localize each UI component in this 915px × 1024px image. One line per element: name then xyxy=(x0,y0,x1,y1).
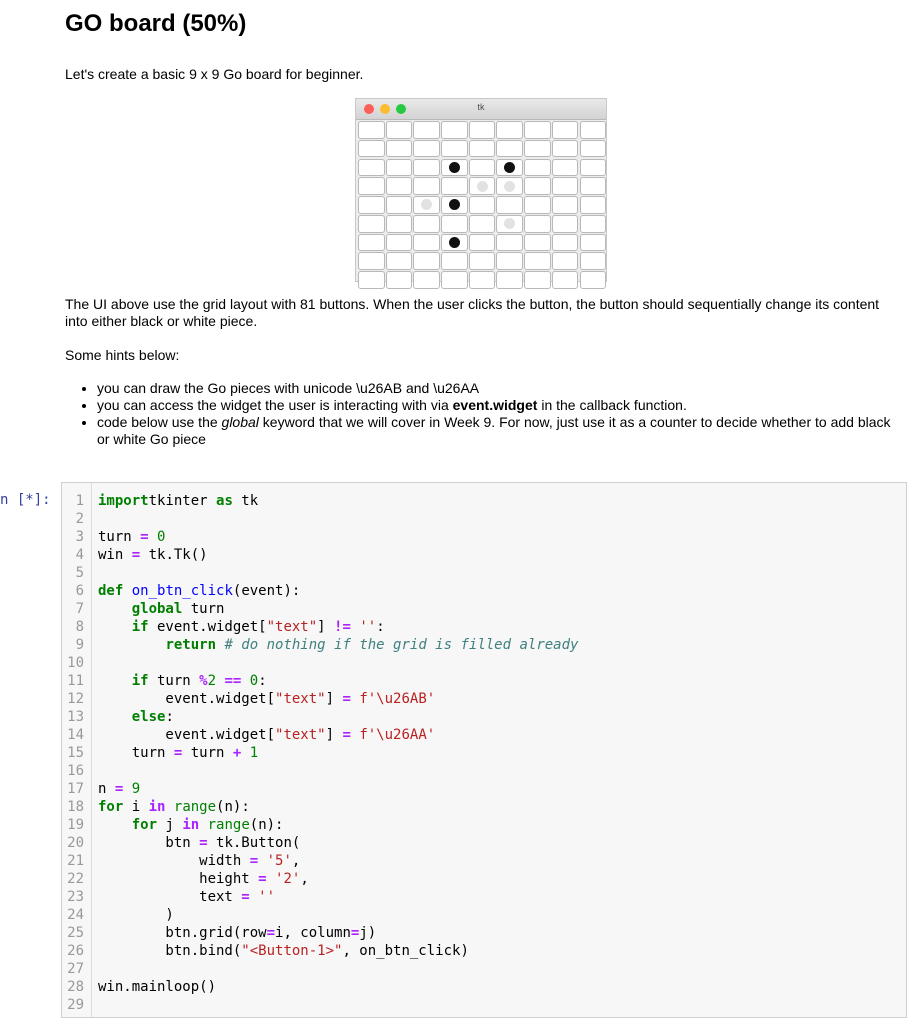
line-number: 20 xyxy=(67,835,84,851)
line-number: 28 xyxy=(67,979,84,995)
line-number: 5 xyxy=(75,565,84,581)
code-line xyxy=(62,924,906,942)
line-number: 21 xyxy=(67,853,84,869)
tk-window-title: tk xyxy=(477,102,485,112)
code-line xyxy=(62,960,906,978)
intro-text: Let's create a basic 9 x 9 Go board for beginner. xyxy=(65,66,364,82)
board-cell-button xyxy=(386,234,413,252)
board-cell-button xyxy=(469,252,496,270)
line-number: 3 xyxy=(75,529,84,545)
board-cell-button xyxy=(496,215,523,233)
board-cell-button xyxy=(580,177,607,195)
board-cell-button xyxy=(441,215,468,233)
white-stone-icon xyxy=(477,181,488,192)
code-text: win = tk.Tk() xyxy=(98,547,208,563)
board-cell-button xyxy=(496,159,523,177)
board-cell-button xyxy=(386,271,413,289)
line-number: 24 xyxy=(67,907,84,923)
board-cell-button xyxy=(413,234,440,252)
description-text: The UI above use the grid layout with 81 buttons. When the user clicks the button, the button should sequentially change its content into either black or white piece. xyxy=(65,296,880,329)
board-cell-button xyxy=(386,252,413,270)
code-line xyxy=(62,978,906,996)
board-cell-button xyxy=(496,177,523,195)
board-cell-button xyxy=(496,140,523,158)
code-line xyxy=(62,492,906,510)
code-line xyxy=(62,906,906,924)
code-line xyxy=(62,654,906,672)
board-cell-button xyxy=(524,177,551,195)
list-item: • you can access the widget the user is interacting with via event.widget in the callback function. xyxy=(97,397,897,414)
board-cell-button xyxy=(469,159,496,177)
board-cell-button xyxy=(441,140,468,158)
line-number: 4 xyxy=(75,547,84,563)
code-line xyxy=(62,942,906,960)
hints-list xyxy=(65,380,897,448)
board-cell-button xyxy=(441,121,468,139)
code-text: ) xyxy=(98,907,174,923)
code-line xyxy=(62,762,906,780)
code-line xyxy=(62,672,906,690)
board-cell-button xyxy=(441,271,468,289)
board-cell-button xyxy=(413,159,440,177)
code-text: btn.bind("<Button-1>", on_btn_click) xyxy=(98,943,469,959)
board-cell-button xyxy=(413,215,440,233)
line-number: 2 xyxy=(75,511,84,527)
line-number: 14 xyxy=(67,727,84,743)
board-cell-button xyxy=(580,252,607,270)
code-line xyxy=(62,996,906,1014)
board-cell-button xyxy=(580,159,607,177)
board-cell-button xyxy=(580,234,607,252)
code-line xyxy=(62,708,906,726)
board-cell-button xyxy=(469,196,496,214)
code-cell[interactable] xyxy=(61,482,907,1018)
list-item: • code below use the global keyword that we will cover in Week 9. For now, just use it as a counter to decide whether to add black or white Go piece xyxy=(97,414,897,448)
code-text: win.mainloop() xyxy=(98,979,217,995)
code-text: event.widget["text"] = f'\u26AA' xyxy=(98,727,436,743)
board-cell-button xyxy=(496,234,523,252)
board-cell-button xyxy=(469,215,496,233)
hints-title: Some hints below: xyxy=(65,347,180,363)
black-stone-icon xyxy=(449,162,460,173)
board-cell-button xyxy=(413,140,440,158)
list-item: • you can draw the Go pieces with unicode \u26AB and \u26AA xyxy=(97,380,897,397)
line-number: 23 xyxy=(67,889,84,905)
board-cell-button xyxy=(552,140,579,158)
code-line xyxy=(62,510,906,528)
line-number: 8 xyxy=(75,619,84,635)
line-number: 15 xyxy=(67,745,84,761)
code-text: return # do nothing if the grid is filled already xyxy=(165,637,579,653)
board-cell-button xyxy=(524,234,551,252)
line-number: 18 xyxy=(67,799,84,815)
line-number: 1 xyxy=(75,493,84,509)
board-cell-button xyxy=(358,140,385,158)
board-cell-button xyxy=(524,196,551,214)
board-cell-button xyxy=(413,252,440,270)
line-number: 7 xyxy=(75,601,84,617)
code-text: width = '5', xyxy=(98,853,301,869)
code-text: for j in range(n): xyxy=(131,817,284,833)
code-line xyxy=(62,600,906,618)
board-cell-button xyxy=(580,140,607,158)
board-cell-button xyxy=(552,121,579,139)
code-text: event.widget["text"] = f'\u26AB' xyxy=(98,691,436,707)
board-cell-button xyxy=(469,121,496,139)
code-text: if turn %2 == 0: xyxy=(131,673,267,689)
board-cell-button xyxy=(524,121,551,139)
code-text: text = '' xyxy=(98,889,276,905)
board-cell-button xyxy=(358,121,385,139)
tk-window-screenshot xyxy=(355,98,607,282)
board-cell-button xyxy=(496,271,523,289)
line-number: 26 xyxy=(67,943,84,959)
black-stone-icon xyxy=(504,162,515,173)
board-cell-button xyxy=(469,234,496,252)
code-line xyxy=(62,780,906,798)
board-cell-button xyxy=(441,196,468,214)
code-line xyxy=(62,636,906,654)
board-cell-button xyxy=(358,159,385,177)
board-cell-button xyxy=(524,215,551,233)
code-line xyxy=(62,726,906,744)
board-cell-button xyxy=(386,177,413,195)
board-cell-button xyxy=(552,234,579,252)
board-cell-button xyxy=(413,177,440,195)
board-cell-button xyxy=(580,196,607,214)
code-text: turn = 0 xyxy=(98,529,166,545)
code-text: importtkinter as tk xyxy=(98,493,259,509)
code-line xyxy=(62,834,906,852)
code-line xyxy=(62,888,906,906)
code-line xyxy=(62,852,906,870)
line-number: 22 xyxy=(67,871,84,887)
go-board-grid xyxy=(358,121,606,289)
board-cell-button xyxy=(496,252,523,270)
code-line xyxy=(62,690,906,708)
line-number: 10 xyxy=(67,655,84,671)
board-cell-button xyxy=(524,140,551,158)
board-cell-button xyxy=(552,159,579,177)
line-number: 29 xyxy=(67,997,84,1013)
board-cell-button xyxy=(552,252,579,270)
code-line xyxy=(62,546,906,564)
black-stone-icon xyxy=(449,237,460,248)
code-line xyxy=(62,744,906,762)
board-cell-button xyxy=(580,215,607,233)
board-cell-button xyxy=(552,271,579,289)
board-cell-button xyxy=(552,177,579,195)
code-text: if event.widget["text"] != '': xyxy=(131,619,385,635)
board-cell-button xyxy=(413,121,440,139)
board-cell-button xyxy=(358,252,385,270)
code-text: height = '2', xyxy=(98,871,309,887)
code-text: btn = tk.Button( xyxy=(98,835,301,851)
code-line xyxy=(62,528,906,546)
board-cell-button xyxy=(441,159,468,177)
line-number: 19 xyxy=(67,817,84,833)
board-cell-button xyxy=(469,271,496,289)
board-cell-button xyxy=(413,196,440,214)
tk-titlebar xyxy=(356,99,606,120)
line-number: 12 xyxy=(67,691,84,707)
code-line xyxy=(62,582,906,600)
board-cell-button xyxy=(469,140,496,158)
code-text: else: xyxy=(131,709,174,725)
code-text: n = 9 xyxy=(98,781,141,797)
board-cell-button xyxy=(580,271,607,289)
board-cell-button xyxy=(386,140,413,158)
board-cell-button xyxy=(524,252,551,270)
code-text: global turn xyxy=(131,601,225,617)
code-line xyxy=(62,816,906,834)
cell-prompt: n [*]: xyxy=(0,492,51,508)
line-number: 17 xyxy=(67,781,84,797)
line-number: 6 xyxy=(75,583,84,599)
white-stone-icon xyxy=(504,181,515,192)
board-cell-button xyxy=(441,252,468,270)
board-cell-button xyxy=(358,196,385,214)
code-line xyxy=(62,798,906,816)
board-cell-button xyxy=(580,121,607,139)
board-cell-button xyxy=(524,159,551,177)
board-cell-button xyxy=(358,271,385,289)
line-number: 9 xyxy=(75,637,84,653)
board-cell-button xyxy=(358,234,385,252)
board-cell-button xyxy=(496,121,523,139)
white-stone-icon xyxy=(421,199,432,210)
board-cell-button xyxy=(358,177,385,195)
page-title: GO board (50%) xyxy=(65,10,247,37)
line-number: 13 xyxy=(67,709,84,725)
board-cell-button xyxy=(386,159,413,177)
black-stone-icon xyxy=(449,199,460,210)
code-editor[interactable] xyxy=(62,492,906,1014)
board-cell-button xyxy=(413,271,440,289)
line-number: 11 xyxy=(67,673,84,689)
code-text: for i in range(n): xyxy=(98,799,250,815)
line-number: 16 xyxy=(67,763,84,779)
board-cell-button xyxy=(469,177,496,195)
code-line xyxy=(62,618,906,636)
board-cell-button xyxy=(441,177,468,195)
code-line xyxy=(62,564,906,582)
code-text: btn.grid(row=i, column=j) xyxy=(98,925,377,941)
board-cell-button xyxy=(386,215,413,233)
code-text: turn = turn + 1 xyxy=(98,745,259,761)
line-number: 25 xyxy=(67,925,84,941)
board-cell-button xyxy=(552,196,579,214)
board-cell-button xyxy=(496,196,523,214)
board-cell-button xyxy=(386,121,413,139)
code-text: def on_btn_click(event): xyxy=(98,583,301,599)
board-cell-button xyxy=(358,215,385,233)
code-line xyxy=(62,870,906,888)
board-cell-button xyxy=(386,196,413,214)
line-number: 27 xyxy=(67,961,84,977)
board-cell-button xyxy=(441,234,468,252)
board-cell-button xyxy=(524,271,551,289)
white-stone-icon xyxy=(504,218,515,229)
board-cell-button xyxy=(552,215,579,233)
